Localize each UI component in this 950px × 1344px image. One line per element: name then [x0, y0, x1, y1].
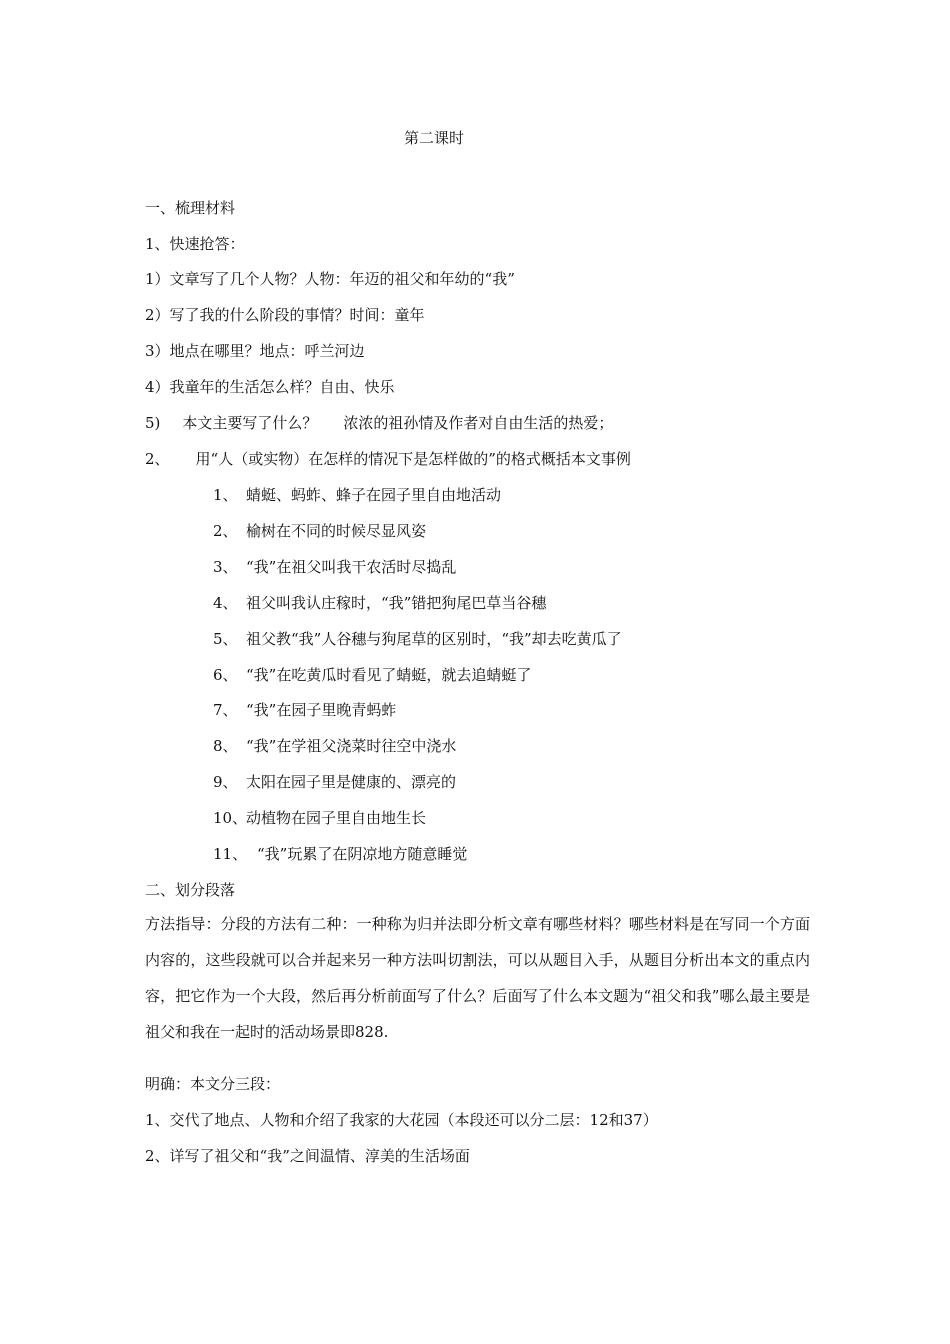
- question-3: 3）地点在哪里？地点：呼兰河边: [145, 342, 365, 360]
- question-5: [145, 413, 613, 433]
- event-item-1: [213, 485, 501, 505]
- event-item-2: [213, 521, 426, 541]
- event-text: 蜻蜓、蚂蚱、蜂子在园子里自由地活动: [246, 486, 502, 504]
- event-num: 8、: [213, 737, 238, 755]
- question-4: 4）我童年的生活怎么样？自由、快乐: [145, 378, 395, 396]
- event-num: 1、: [213, 486, 238, 504]
- event-item-7: [213, 700, 396, 720]
- question-5-label: 5): [145, 414, 161, 432]
- section-heading-1: 一、梳理材料: [145, 199, 236, 217]
- part-1: 1、交代了地点、人物和介绍了我家的大花园（本段还可以分二层：12和37）: [145, 1111, 658, 1129]
- event-text: 太阳在园子里是健康的、漂亮的: [246, 773, 457, 791]
- task-2-label: 2、: [145, 450, 170, 468]
- event-text: 榆树在不同的时候尽显风姿: [246, 522, 427, 540]
- event-text: “我”在祖父叫我干农活时尽捣乱: [246, 558, 457, 576]
- event-num: 4、: [213, 594, 238, 612]
- event-text: 祖父叫我认庄稼时，“我”错把狗尾巴草当谷穗: [246, 594, 547, 612]
- event-text: “我”在园子里晚青蚂蚱: [246, 701, 397, 719]
- event-item-6: [213, 665, 531, 685]
- clarify-line: 明确：本文分三段：: [145, 1075, 281, 1093]
- event-num: 3、: [213, 558, 238, 576]
- event-item-5: [213, 629, 622, 649]
- event-item-3: [213, 557, 456, 577]
- question-5-text: 本文主要写了什么？: [182, 414, 318, 432]
- page-title: 第二课时: [404, 129, 465, 147]
- event-num: 10、: [213, 809, 248, 827]
- task-2-text: 用“人（或实物）在怎样的情况下是怎样做的”的格式概括本文事例: [195, 450, 631, 468]
- method-paragraph: 方法指导：分段的方法有二种：一种称为归并法即分析文章有哪些材料？哪些材料是在写同一个方面内容的，这些段就可以合并起来另一种方法叫切割法，可以从题目入手，从题目分析出本文的重点内容，把它作为一个大段，然后再分析前面写了什么？后面写了什么本文题为“祖父和我”哪么最主要是祖父和我在一起时的活动场景即828.: [145, 915, 810, 1041]
- task-2: [145, 449, 631, 469]
- event-item-9: [213, 772, 456, 792]
- event-num: 11、: [213, 845, 248, 863]
- event-num: 9、: [213, 773, 238, 791]
- event-item-8: [213, 736, 456, 756]
- event-text: 动植物在园子里自由地生长: [246, 809, 427, 827]
- event-item-4: [213, 593, 546, 613]
- question-5-answer: 浓浓的祖孙情及作者对自由生活的热爱；: [343, 414, 614, 432]
- event-text: “我”玩累了在阴凉地方随意睡觉: [257, 845, 468, 863]
- event-num: 5、: [213, 630, 238, 648]
- question-2: 2）写了我的什么阶段的事情？时间：童年: [145, 306, 425, 324]
- event-text: 祖父教“我”人谷穗与狗尾草的区别时，“我”却去吃黄瓜了: [246, 630, 622, 648]
- section-heading-2: 二、划分段落: [145, 881, 236, 899]
- event-item-11: [213, 844, 467, 864]
- part-2: 2、详写了祖父和“我”之间温情、淳美的生活场面: [145, 1147, 470, 1165]
- event-text: “我”在吃黄瓜时看见了蜻蜓，就去追蜻蜓了: [246, 666, 532, 684]
- event-num: 6、: [213, 666, 238, 684]
- event-num: 2、: [213, 522, 238, 540]
- question-1: 1）文章写了几个人物？人物：年迈的祖父和年幼的“我”: [145, 270, 515, 288]
- quick-answer-heading: 1、快速抢答：: [145, 235, 245, 253]
- event-item-10: [213, 808, 426, 828]
- event-num: 7、: [213, 701, 238, 719]
- event-text: “我”在学祖父浇菜时往空中浇水: [246, 737, 457, 755]
